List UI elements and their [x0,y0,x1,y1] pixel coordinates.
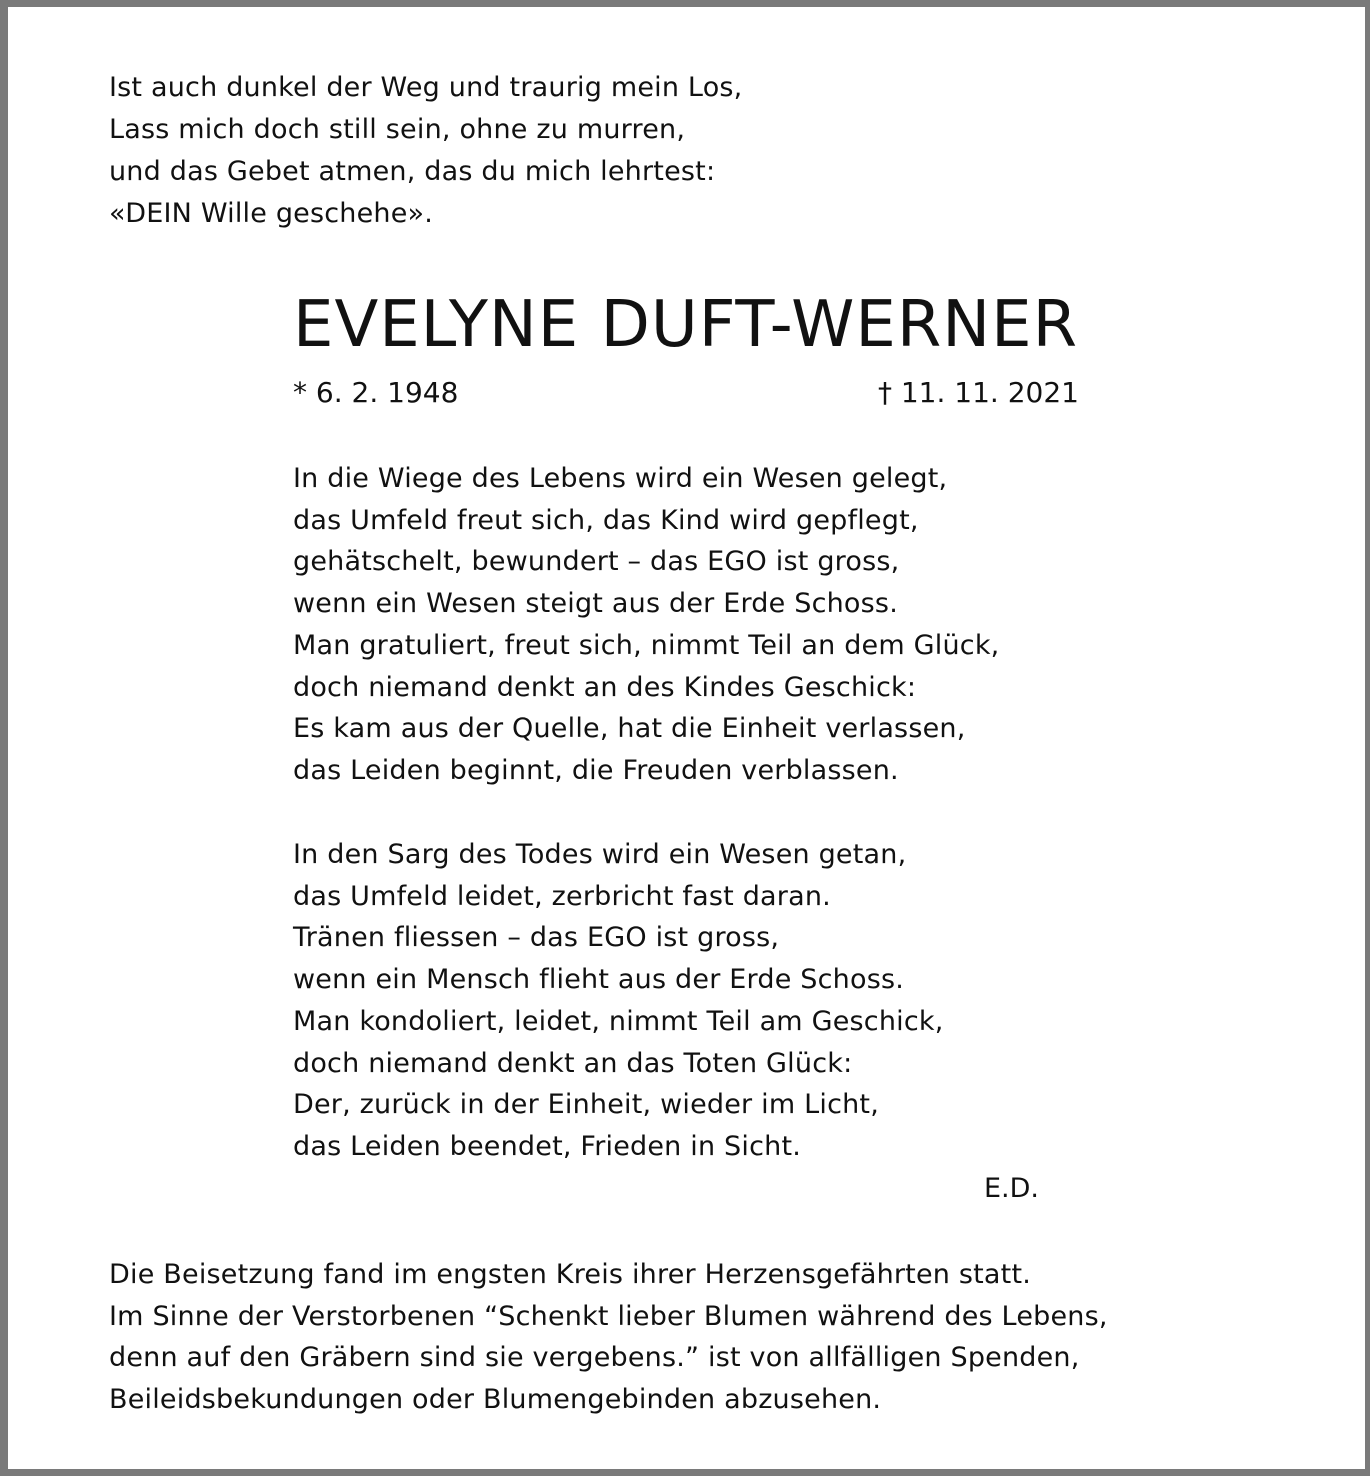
life-dates [293,371,1079,415]
notice-line: Die Beisetzung fand im engsten Kreis ihrer Herzensgefährten statt. [109,1259,1032,1290]
poem-line: das Umfeld leidet, zerbricht fast daran. [293,880,831,912]
poem-line: doch niemand denkt an des Kindes Geschick: [293,671,917,703]
poem-line: In den Sarg des Todes wird ein Wesen getan, [293,839,907,870]
poem-line: doch niemand denkt an das Toten Glück: [293,1047,853,1079]
poem-line: Man gratuliert, freut sich, nimmt Teil an dem Glück, [293,629,1000,661]
poem-line: Man kondoliert, leidet, nimmt Teil am Geschick, [293,1005,944,1037]
motto-line: Lass mich doch still sein, ohne zu murren, [109,114,686,145]
poem-line: Es kam aus der Quelle, hat die Einheit verlassen, [293,713,966,745]
poem-signature: E.D. [984,1173,1040,1204]
poem-line: Der, zurück in der Einheit, wieder im Licht, [293,1089,879,1121]
poem-stanza-2 [293,834,1093,1168]
burial-notice [109,1254,1108,1421]
poem-line: Tränen fliessen – das EGO ist gross, [293,922,780,954]
poem-line: wenn ein Mensch flieht aus der Erde Schoss. [293,964,905,996]
notice-line: denn auf den Gräbern sind sie vergebens.” ist von allfälligen Spenden, [109,1342,1080,1374]
death-date: † 11. 11. 2021 [877,376,1079,409]
poem-line: wenn ein Wesen steigt aus der Erde Schoss. [293,588,898,620]
notice-line: Im Sinne der Verstorbenen “Schenkt lieber Blumen während des Lebens, [109,1300,1108,1332]
poem-line: das Leiden beginnt, die Freuden verblassen. [293,754,899,786]
motto-verse [109,67,742,235]
poem-line: das Umfeld freut sich, das Kind wird gepflegt, [293,504,919,536]
poem-line: gehätschelt, bewundert – das EGO ist gross, [293,546,900,578]
notice-line: Beileidsbekundungen oder Blumengebinden abzusehen. [109,1384,882,1416]
motto-line: und das Gebet atmen, das du mich lehrtest: [109,156,716,187]
poem-line: In die Wiege des Lebens wird ein Wesen gelegt, [293,463,948,494]
birth-date: * 6. 2. 1948 [293,376,459,409]
motto-line: Ist auch dunkel der Weg und traurig mein Los, [109,72,743,103]
deceased-name: EVELYNE DUFT-WERNER [293,288,1079,362]
poem-stanza-1 [293,458,1093,792]
poem-line: das Leiden beendet, Frieden in Sicht. [293,1130,802,1162]
motto-line: «DEIN Wille geschehe». [109,198,434,229]
